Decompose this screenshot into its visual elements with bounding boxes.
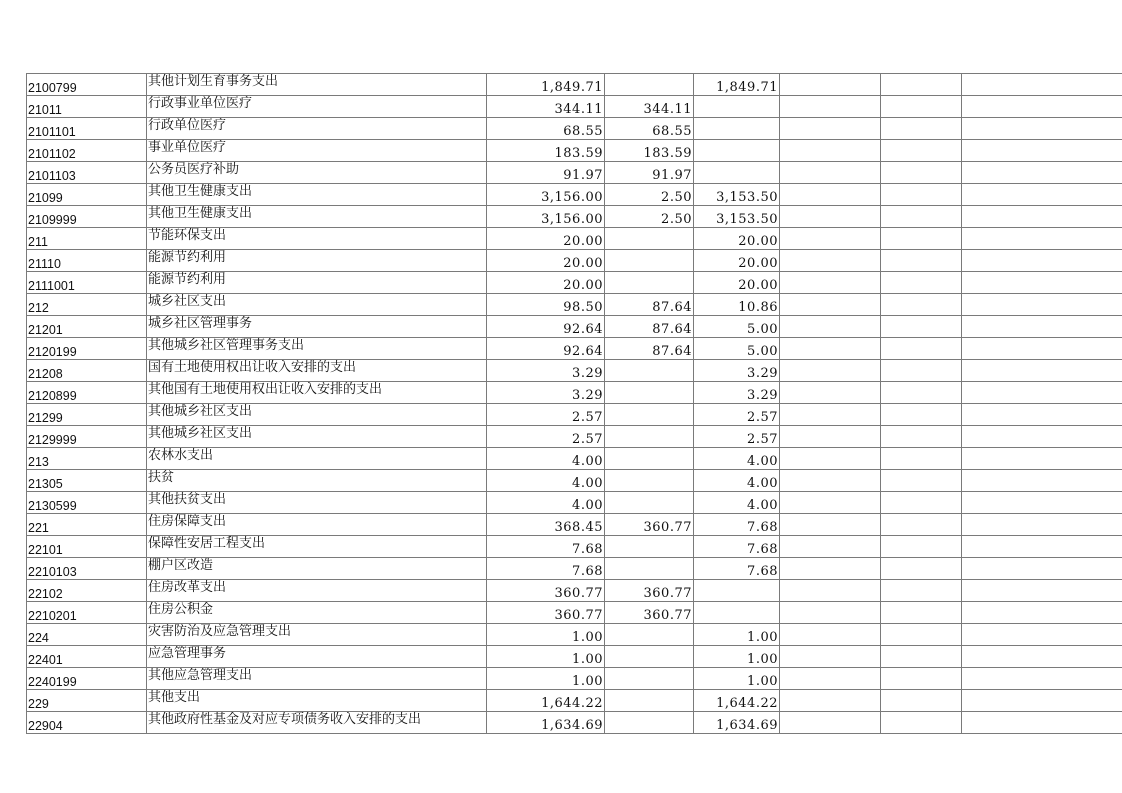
- basic-expenditure-cell: [605, 536, 694, 558]
- subject-name-cell: 其他应急管理支出: [147, 668, 487, 690]
- empty-cell: [962, 294, 1122, 316]
- empty-cell: [780, 558, 881, 580]
- budget-expenditure-table: [26, 73, 1122, 734]
- total-amount-cell: 1.00: [487, 646, 605, 668]
- subject-name-cell: 保障性安居工程支出: [147, 536, 487, 558]
- empty-cell: [881, 228, 962, 250]
- total-amount-cell: 92.64: [487, 316, 605, 338]
- empty-cell: [962, 448, 1122, 470]
- empty-cell: [780, 338, 881, 360]
- empty-cell: [780, 536, 881, 558]
- empty-cell: [780, 162, 881, 184]
- subject-code-cell: 2101103: [27, 162, 147, 184]
- basic-expenditure-cell: 87.64: [605, 338, 694, 360]
- basic-expenditure-cell: 68.55: [605, 118, 694, 140]
- empty-cell: [780, 140, 881, 162]
- empty-cell: [881, 272, 962, 294]
- subject-name-cell: 能源节约利用: [147, 272, 487, 294]
- empty-cell: [962, 250, 1122, 272]
- subject-code-cell: 224: [27, 624, 147, 646]
- total-amount-cell: 2.57: [487, 404, 605, 426]
- table-row: [27, 272, 1122, 294]
- total-amount-cell: 98.50: [487, 294, 605, 316]
- subject-code-cell: 21110: [27, 250, 147, 272]
- subject-name-cell: 其他城乡社区支出: [147, 404, 487, 426]
- subject-code-cell: 2240199: [27, 668, 147, 690]
- basic-expenditure-cell: [605, 558, 694, 580]
- subject-name-cell: 城乡社区支出: [147, 294, 487, 316]
- subject-name-cell: 其他扶贫支出: [147, 492, 487, 514]
- empty-cell: [881, 206, 962, 228]
- empty-cell: [881, 360, 962, 382]
- basic-expenditure-cell: 360.77: [605, 580, 694, 602]
- subject-name-cell: 其他政府性基金及对应专项债务收入安排的支出: [147, 712, 487, 734]
- subject-name-cell: 住房改革支出: [147, 580, 487, 602]
- basic-expenditure-cell: [605, 646, 694, 668]
- table-row: [27, 118, 1122, 140]
- project-expenditure-cell: [694, 118, 780, 140]
- empty-cell: [962, 228, 1122, 250]
- project-expenditure-cell: 1.00: [694, 646, 780, 668]
- empty-cell: [881, 338, 962, 360]
- total-amount-cell: 91.97: [487, 162, 605, 184]
- empty-cell: [881, 96, 962, 118]
- empty-cell: [962, 184, 1122, 206]
- empty-cell: [780, 74, 881, 96]
- project-expenditure-cell: 2.57: [694, 404, 780, 426]
- table-row: [27, 492, 1122, 514]
- basic-expenditure-cell: [605, 448, 694, 470]
- total-amount-cell: 20.00: [487, 272, 605, 294]
- empty-cell: [962, 558, 1122, 580]
- table-row: [27, 624, 1122, 646]
- subject-code-cell: 212: [27, 294, 147, 316]
- basic-expenditure-cell: [605, 382, 694, 404]
- total-amount-cell: 92.64: [487, 338, 605, 360]
- subject-name-cell: 行政单位医疗: [147, 118, 487, 140]
- project-expenditure-cell: 1,634.69: [694, 712, 780, 734]
- subject-code-cell: 21099: [27, 184, 147, 206]
- subject-code-cell: 21208: [27, 360, 147, 382]
- empty-cell: [962, 162, 1122, 184]
- table-row: [27, 602, 1122, 624]
- empty-cell: [780, 602, 881, 624]
- empty-cell: [881, 668, 962, 690]
- empty-cell: [962, 426, 1122, 448]
- subject-name-cell: 其他卫生健康支出: [147, 206, 487, 228]
- empty-cell: [962, 74, 1122, 96]
- subject-code-cell: 21201: [27, 316, 147, 338]
- empty-cell: [881, 316, 962, 338]
- basic-expenditure-cell: [605, 712, 694, 734]
- subject-code-cell: 2129999: [27, 426, 147, 448]
- table-row: [27, 382, 1122, 404]
- table-row: [27, 426, 1122, 448]
- empty-cell: [881, 690, 962, 712]
- total-amount-cell: 1.00: [487, 668, 605, 690]
- empty-cell: [962, 338, 1122, 360]
- empty-cell: [962, 470, 1122, 492]
- project-expenditure-cell: 3,153.50: [694, 184, 780, 206]
- basic-expenditure-cell: 360.77: [605, 602, 694, 624]
- subject-name-cell: 能源节约利用: [147, 250, 487, 272]
- basic-expenditure-cell: [605, 74, 694, 96]
- total-amount-cell: 344.11: [487, 96, 605, 118]
- empty-cell: [881, 492, 962, 514]
- subject-code-cell: 2120899: [27, 382, 147, 404]
- table-body: [27, 74, 1122, 734]
- project-expenditure-cell: [694, 162, 780, 184]
- table-row: [27, 294, 1122, 316]
- empty-cell: [962, 536, 1122, 558]
- subject-code-cell: 22101: [27, 536, 147, 558]
- empty-cell: [962, 514, 1122, 536]
- empty-cell: [881, 140, 962, 162]
- project-expenditure-cell: 20.00: [694, 228, 780, 250]
- subject-name-cell: 事业单位医疗: [147, 140, 487, 162]
- project-expenditure-cell: 10.86: [694, 294, 780, 316]
- empty-cell: [780, 272, 881, 294]
- project-expenditure-cell: 3,153.50: [694, 206, 780, 228]
- total-amount-cell: 360.77: [487, 580, 605, 602]
- basic-expenditure-cell: [605, 668, 694, 690]
- basic-expenditure-cell: [605, 426, 694, 448]
- empty-cell: [780, 404, 881, 426]
- subject-name-cell: 行政事业单位医疗: [147, 96, 487, 118]
- subject-name-cell: 扶贫: [147, 470, 487, 492]
- table-row: [27, 712, 1122, 734]
- basic-expenditure-cell: [605, 404, 694, 426]
- empty-cell: [881, 426, 962, 448]
- empty-cell: [962, 96, 1122, 118]
- empty-cell: [780, 646, 881, 668]
- basic-expenditure-cell: [605, 228, 694, 250]
- empty-cell: [780, 668, 881, 690]
- empty-cell: [881, 184, 962, 206]
- table-row: [27, 646, 1122, 668]
- subject-code-cell: 22904: [27, 712, 147, 734]
- total-amount-cell: 20.00: [487, 228, 605, 250]
- subject-name-cell: 其他国有土地使用权出让收入安排的支出: [147, 382, 487, 404]
- empty-cell: [962, 646, 1122, 668]
- empty-cell: [881, 624, 962, 646]
- subject-name-cell: 其他计划生育事务支出: [147, 74, 487, 96]
- total-amount-cell: 3.29: [487, 382, 605, 404]
- empty-cell: [780, 514, 881, 536]
- total-amount-cell: 1,634.69: [487, 712, 605, 734]
- total-amount-cell: 7.68: [487, 558, 605, 580]
- project-expenditure-cell: 7.68: [694, 514, 780, 536]
- subject-name-cell: 住房公积金: [147, 602, 487, 624]
- project-expenditure-cell: 1,644.22: [694, 690, 780, 712]
- empty-cell: [780, 360, 881, 382]
- project-expenditure-cell: [694, 140, 780, 162]
- empty-cell: [881, 712, 962, 734]
- subject-name-cell: 棚户区改造: [147, 558, 487, 580]
- subject-code-cell: 2101102: [27, 140, 147, 162]
- project-expenditure-cell: [694, 602, 780, 624]
- empty-cell: [780, 184, 881, 206]
- total-amount-cell: 3.29: [487, 360, 605, 382]
- table-row: [27, 514, 1122, 536]
- basic-expenditure-cell: [605, 272, 694, 294]
- project-expenditure-cell: 4.00: [694, 470, 780, 492]
- empty-cell: [962, 492, 1122, 514]
- table-row: [27, 74, 1122, 96]
- empty-cell: [881, 470, 962, 492]
- table-row: [27, 162, 1122, 184]
- project-expenditure-cell: 3.29: [694, 382, 780, 404]
- empty-cell: [780, 690, 881, 712]
- empty-cell: [881, 382, 962, 404]
- project-expenditure-cell: [694, 580, 780, 602]
- subject-code-cell: 2100799: [27, 74, 147, 96]
- project-expenditure-cell: 7.68: [694, 536, 780, 558]
- basic-expenditure-cell: [605, 690, 694, 712]
- empty-cell: [962, 602, 1122, 624]
- table-row: [27, 690, 1122, 712]
- subject-name-cell: 其他城乡社区管理事务支出: [147, 338, 487, 360]
- total-amount-cell: 368.45: [487, 514, 605, 536]
- table-row: [27, 470, 1122, 492]
- project-expenditure-cell: [694, 96, 780, 118]
- empty-cell: [962, 316, 1122, 338]
- basic-expenditure-cell: 91.97: [605, 162, 694, 184]
- basic-expenditure-cell: 87.64: [605, 294, 694, 316]
- basic-expenditure-cell: [605, 360, 694, 382]
- basic-expenditure-cell: 2.50: [605, 184, 694, 206]
- empty-cell: [780, 624, 881, 646]
- empty-cell: [780, 580, 881, 602]
- table-row: [27, 448, 1122, 470]
- table-row: [27, 558, 1122, 580]
- table-row: [27, 536, 1122, 558]
- empty-cell: [962, 668, 1122, 690]
- table-row: [27, 96, 1122, 118]
- table-row: [27, 184, 1122, 206]
- empty-cell: [780, 448, 881, 470]
- subject-code-cell: 2210201: [27, 602, 147, 624]
- total-amount-cell: 2.57: [487, 426, 605, 448]
- project-expenditure-cell: 7.68: [694, 558, 780, 580]
- project-expenditure-cell: 4.00: [694, 448, 780, 470]
- empty-cell: [780, 426, 881, 448]
- empty-cell: [780, 118, 881, 140]
- empty-cell: [881, 404, 962, 426]
- empty-cell: [962, 140, 1122, 162]
- table-row: [27, 316, 1122, 338]
- subject-name-cell: 国有土地使用权出让收入安排的支出: [147, 360, 487, 382]
- empty-cell: [881, 558, 962, 580]
- empty-cell: [780, 206, 881, 228]
- empty-cell: [962, 624, 1122, 646]
- empty-cell: [780, 228, 881, 250]
- empty-cell: [780, 316, 881, 338]
- basic-expenditure-cell: 360.77: [605, 514, 694, 536]
- basic-expenditure-cell: [605, 492, 694, 514]
- subject-code-cell: 21299: [27, 404, 147, 426]
- empty-cell: [881, 250, 962, 272]
- total-amount-cell: 360.77: [487, 602, 605, 624]
- empty-cell: [881, 294, 962, 316]
- total-amount-cell: 1,644.22: [487, 690, 605, 712]
- empty-cell: [780, 96, 881, 118]
- empty-cell: [962, 382, 1122, 404]
- empty-cell: [881, 118, 962, 140]
- empty-cell: [962, 712, 1122, 734]
- total-amount-cell: 20.00: [487, 250, 605, 272]
- table-row: [27, 250, 1122, 272]
- basic-expenditure-cell: 87.64: [605, 316, 694, 338]
- empty-cell: [962, 272, 1122, 294]
- subject-code-cell: 21305: [27, 470, 147, 492]
- subject-code-cell: 2109999: [27, 206, 147, 228]
- subject-code-cell: 2101101: [27, 118, 147, 140]
- project-expenditure-cell: 3.29: [694, 360, 780, 382]
- project-expenditure-cell: 5.00: [694, 316, 780, 338]
- subject-name-cell: 其他城乡社区支出: [147, 426, 487, 448]
- table-row: [27, 140, 1122, 162]
- project-expenditure-cell: 20.00: [694, 250, 780, 272]
- table-row: [27, 206, 1122, 228]
- empty-cell: [881, 646, 962, 668]
- subject-code-cell: 22102: [27, 580, 147, 602]
- total-amount-cell: 4.00: [487, 470, 605, 492]
- subject-name-cell: 公务员医疗补助: [147, 162, 487, 184]
- total-amount-cell: 7.68: [487, 536, 605, 558]
- project-expenditure-cell: 1,849.71: [694, 74, 780, 96]
- project-expenditure-cell: 1.00: [694, 624, 780, 646]
- project-expenditure-cell: 4.00: [694, 492, 780, 514]
- empty-cell: [780, 470, 881, 492]
- subject-name-cell: 农林水支出: [147, 448, 487, 470]
- subject-code-cell: 2210103: [27, 558, 147, 580]
- total-amount-cell: 4.00: [487, 492, 605, 514]
- empty-cell: [881, 514, 962, 536]
- empty-cell: [962, 580, 1122, 602]
- empty-cell: [962, 118, 1122, 140]
- subject-code-cell: 213: [27, 448, 147, 470]
- empty-cell: [962, 690, 1122, 712]
- total-amount-cell: 3,156.00: [487, 206, 605, 228]
- subject-name-cell: 节能环保支出: [147, 228, 487, 250]
- table-row: [27, 404, 1122, 426]
- empty-cell: [962, 404, 1122, 426]
- basic-expenditure-cell: [605, 250, 694, 272]
- empty-cell: [780, 382, 881, 404]
- subject-name-cell: 城乡社区管理事务: [147, 316, 487, 338]
- subject-code-cell: 22401: [27, 646, 147, 668]
- empty-cell: [780, 712, 881, 734]
- subject-name-cell: 灾害防治及应急管理支出: [147, 624, 487, 646]
- subject-code-cell: 2120199: [27, 338, 147, 360]
- table-row: [27, 338, 1122, 360]
- project-expenditure-cell: 1.00: [694, 668, 780, 690]
- empty-cell: [780, 250, 881, 272]
- basic-expenditure-cell: 344.11: [605, 96, 694, 118]
- table-row: [27, 228, 1122, 250]
- subject-code-cell: 21011: [27, 96, 147, 118]
- basic-expenditure-cell: 183.59: [605, 140, 694, 162]
- total-amount-cell: 3,156.00: [487, 184, 605, 206]
- basic-expenditure-cell: [605, 624, 694, 646]
- empty-cell: [881, 580, 962, 602]
- total-amount-cell: 183.59: [487, 140, 605, 162]
- empty-cell: [780, 294, 881, 316]
- subject-code-cell: 211: [27, 228, 147, 250]
- subject-code-cell: 2130599: [27, 492, 147, 514]
- subject-code-cell: 229: [27, 690, 147, 712]
- empty-cell: [881, 602, 962, 624]
- table-row: [27, 580, 1122, 602]
- subject-name-cell: 应急管理事务: [147, 646, 487, 668]
- total-amount-cell: 4.00: [487, 448, 605, 470]
- subject-name-cell: 其他支出: [147, 690, 487, 712]
- basic-expenditure-cell: 2.50: [605, 206, 694, 228]
- table-row: [27, 668, 1122, 690]
- empty-cell: [881, 448, 962, 470]
- empty-cell: [780, 492, 881, 514]
- empty-cell: [962, 206, 1122, 228]
- total-amount-cell: 1.00: [487, 624, 605, 646]
- subject-code-cell: 2111001: [27, 272, 147, 294]
- basic-expenditure-cell: [605, 470, 694, 492]
- empty-cell: [881, 74, 962, 96]
- total-amount-cell: 1,849.71: [487, 74, 605, 96]
- subject-name-cell: 其他卫生健康支出: [147, 184, 487, 206]
- subject-code-cell: 221: [27, 514, 147, 536]
- project-expenditure-cell: 2.57: [694, 426, 780, 448]
- project-expenditure-cell: 20.00: [694, 272, 780, 294]
- subject-name-cell: 住房保障支出: [147, 514, 487, 536]
- project-expenditure-cell: 5.00: [694, 338, 780, 360]
- empty-cell: [881, 162, 962, 184]
- table-row: [27, 360, 1122, 382]
- empty-cell: [962, 360, 1122, 382]
- empty-cell: [881, 536, 962, 558]
- total-amount-cell: 68.55: [487, 118, 605, 140]
